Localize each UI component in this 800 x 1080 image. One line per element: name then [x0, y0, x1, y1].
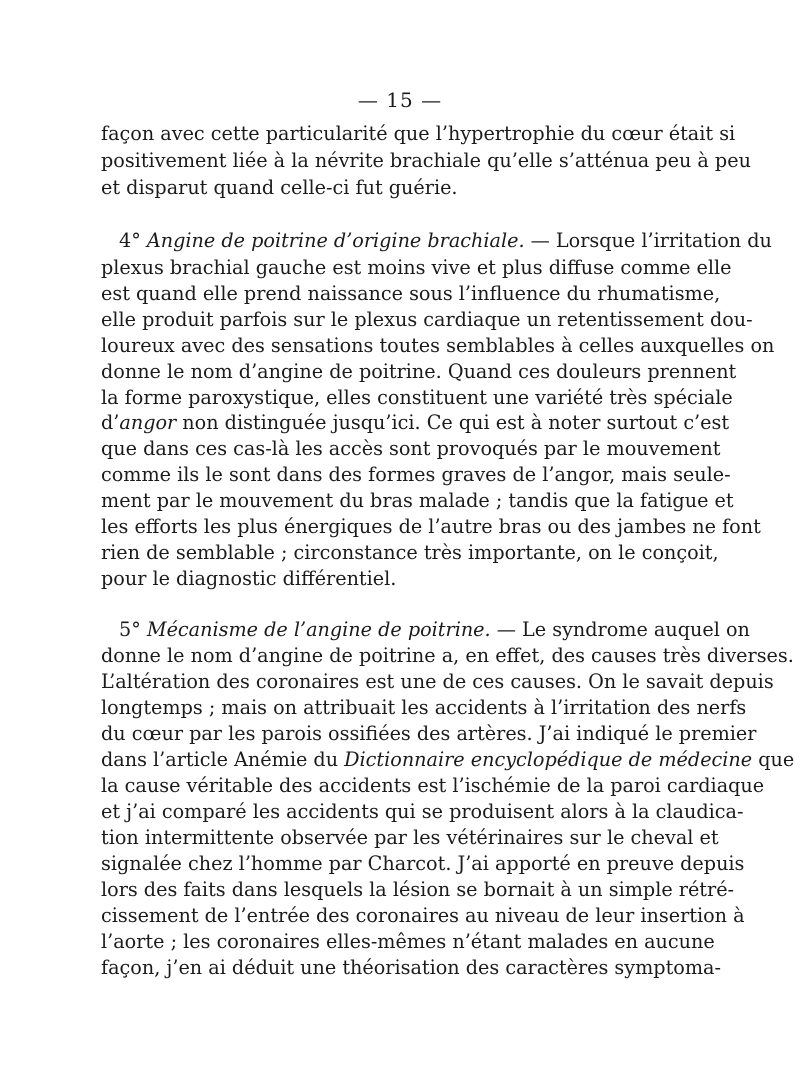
text-line: l’aorte ; les coronaires elles-mêmes n’étant malades en aucune [101, 930, 715, 953]
text-line: est quand elle prend naissance sous l’influence du rhumatisme, [101, 282, 721, 305]
section-title: Mécanisme de l’angine de poitrine. [146, 618, 491, 641]
section-heading-continuation: — Lorsque l’irritation du [524, 229, 772, 252]
section-title: Angine de poitrine d’origine brachiale. [146, 229, 525, 252]
section-number: 4° [119, 229, 141, 252]
text-line: façon avec cette particularité que l’hypertrophie du cœur était si [101, 122, 736, 145]
text-line: la forme paroxystique, elles constituent une variété très spéciale [101, 386, 733, 409]
text-fragment: non distinguée jusqu’ici. Ce qui est à noter surtout c’est [176, 411, 730, 434]
text-line: plexus brachial gauche est moins vive et plus diffuse comme elle [101, 256, 732, 279]
text-line: elle produit parfois sur le plexus cardiaque un retentissement dou- [101, 308, 753, 331]
text-fragment: dans l’article Anémie du [101, 748, 345, 771]
text-line: que dans ces cas-là les accès sont provoqués par le mouvement [101, 437, 721, 460]
text-line: cissement de l’entrée des coronaires au niveau de leur insertion à [101, 904, 745, 927]
text-line: tion intermittente observée par les vétérinaires sur le cheval et [101, 826, 719, 849]
text-line: et j’ai comparé les accidents qui se produisent alors à la claudica- [101, 800, 744, 823]
text-line: longtemps ; mais on attribuait les accidents à l’irritation des nerfs [101, 696, 747, 719]
italic-title: Dictionnaire encyclopédique de médecine [344, 748, 753, 771]
text-line: L’altération des coronaires est une de ces causes. On le savait depuis [101, 670, 774, 693]
text-line: et disparut quand celle-ci fut guérie. [101, 176, 458, 199]
page-number: — 15 — [357, 88, 443, 112]
text-line: comme ils le sont dans des formes graves de l’angor, mais seule- [101, 463, 731, 486]
text-line: donne le nom d’angine de poitrine. Quand ces douleurs prennent [101, 360, 737, 383]
italic-term: angor [119, 411, 177, 434]
text-line: la cause véritable des accidents est l’ischémie de la paroi cardiaque [101, 774, 765, 797]
text-fragment: d’ [101, 411, 120, 434]
section-5-heading-line [119, 617, 750, 642]
text-line: loureux avec des sensations toutes semblables à celles auxquelles on [101, 334, 775, 357]
text-line: rien de semblable ; circonstance très importante, on le conçoit, [101, 541, 719, 564]
text-line: donne le nom d’angine de poitrine a, en effet, des causes très diverses. [101, 644, 794, 667]
section-4-heading-line [119, 228, 772, 253]
text-line: façon, j’en ai déduit une théorisation des caractères symptoma- [101, 956, 721, 979]
section-heading-continuation: — Le syndrome auquel on [490, 618, 750, 641]
text-line: pour le diagnostic différentiel. [101, 567, 397, 590]
text-line: du cœur par les parois ossifiées des artères. J’ai indiqué le premier [101, 722, 757, 745]
text-line: lors des faits dans lesquels la lésion se bornait à un simple rétré- [101, 878, 735, 901]
section-number: 5° [119, 618, 141, 641]
text-line: signalée chez l’homme par Charcot. J’ai apporté en preuve depuis [101, 852, 745, 875]
text-line: ment par le mouvement du bras malade ; tandis que la fatigue et [101, 489, 734, 512]
text-line-dictionnaire [101, 747, 795, 772]
text-line: positivement liée à la névrite brachiale qu’elle s’atténua peu à peu [101, 149, 751, 172]
text-fragment: que [752, 748, 795, 771]
text-line: les efforts les plus énergiques de l’autre bras ou des jambes ne font [101, 515, 761, 538]
text-line-angor [101, 410, 730, 435]
